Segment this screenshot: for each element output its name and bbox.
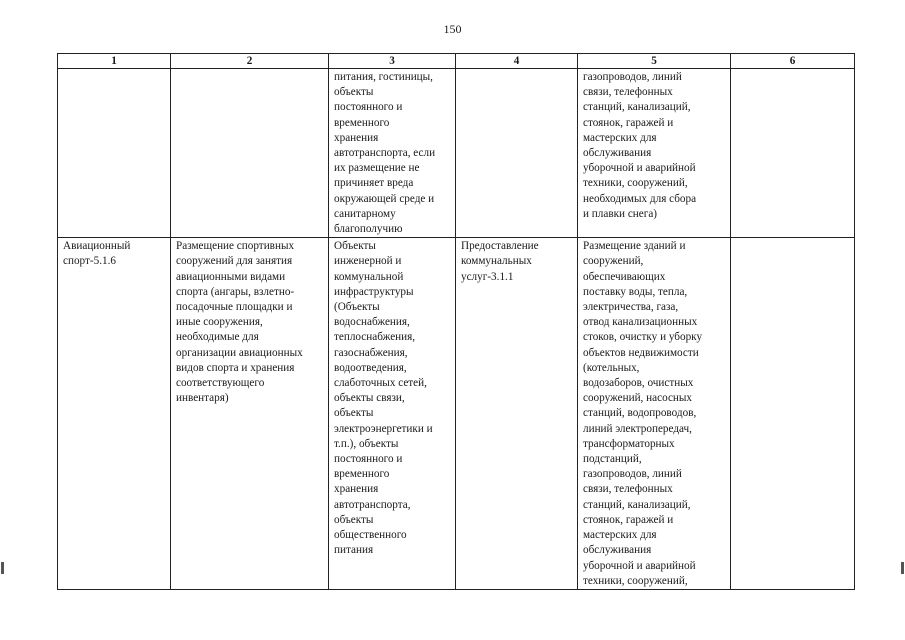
column-header-6: 6 bbox=[731, 54, 855, 69]
cell-auxiliary-objects: Объекты инженерной и коммунальной инфраструктуры (Объекты водоснабжения, теплоснабжения, газоснабжения, водоотведения, слаботочных сетей, объекты связи, объекты электроэнергетики и т.п.), объекты постоянного и временного хранения автотранспорта, объекты общественного питания bbox=[329, 238, 456, 590]
cell-use-type bbox=[58, 69, 171, 238]
cell-use-type: Авиационный спорт-5.1.6 bbox=[58, 238, 171, 590]
cell-notes bbox=[731, 69, 855, 238]
cell-related-description: Размещение зданий и сооружений, обеспечивающих поставку воды, тепла, электричества, газа, отвод канализационных стоков, очистку и уборку объектов недвижимости (котельных, водозаборов, очистных сооружений, насосных станций, водопроводов, линий электропередач, трансформаторных подстанций, газопроводов, линий связи, телефонных станций, канализаций, стоянок, гаражей и мастерских для обслуживания уборочной и аварийной техники, сооружений, bbox=[578, 238, 731, 590]
cell-notes bbox=[731, 238, 855, 590]
column-header-2: 2 bbox=[171, 54, 329, 69]
column-header-3: 3 bbox=[329, 54, 456, 69]
cell-auxiliary-objects: питания, гостиницы, объекты постоянного и временного хранения автотранспорта, если их размещение не причиняет вреда окружающей среде и санитарному благополучию bbox=[329, 69, 456, 238]
page-number: 150 bbox=[443, 22, 462, 36]
column-header-5: 5 bbox=[578, 54, 731, 69]
right-margin-mark bbox=[901, 562, 904, 574]
cell-related-use: Предоставление коммунальных услуг-3.1.1 bbox=[456, 238, 578, 590]
table-header-row bbox=[58, 54, 855, 69]
table-row bbox=[58, 69, 855, 238]
table-row bbox=[58, 238, 855, 590]
regulation-table bbox=[57, 53, 855, 590]
left-margin-mark bbox=[1, 562, 4, 574]
column-header-1: 1 bbox=[58, 54, 171, 69]
cell-related-use bbox=[456, 69, 578, 238]
cell-use-description bbox=[171, 69, 329, 238]
column-header-4: 4 bbox=[456, 54, 578, 69]
cell-use-description: Размещение спортивных сооружений для занятия авиационными видами спорта (ангары, взлетно- посадочные площадки и иные сооружения, необходимые для организации авиационных видов спорта и хранения соответствующего инвентаря) bbox=[171, 238, 329, 590]
cell-related-description: газопроводов, линий связи, телефонных станций, канализаций, стоянок, гаражей и мастерских для обслуживания уборочной и аварийной техники, сооружений, необходимых для сбора и плавки снега) bbox=[578, 69, 731, 238]
